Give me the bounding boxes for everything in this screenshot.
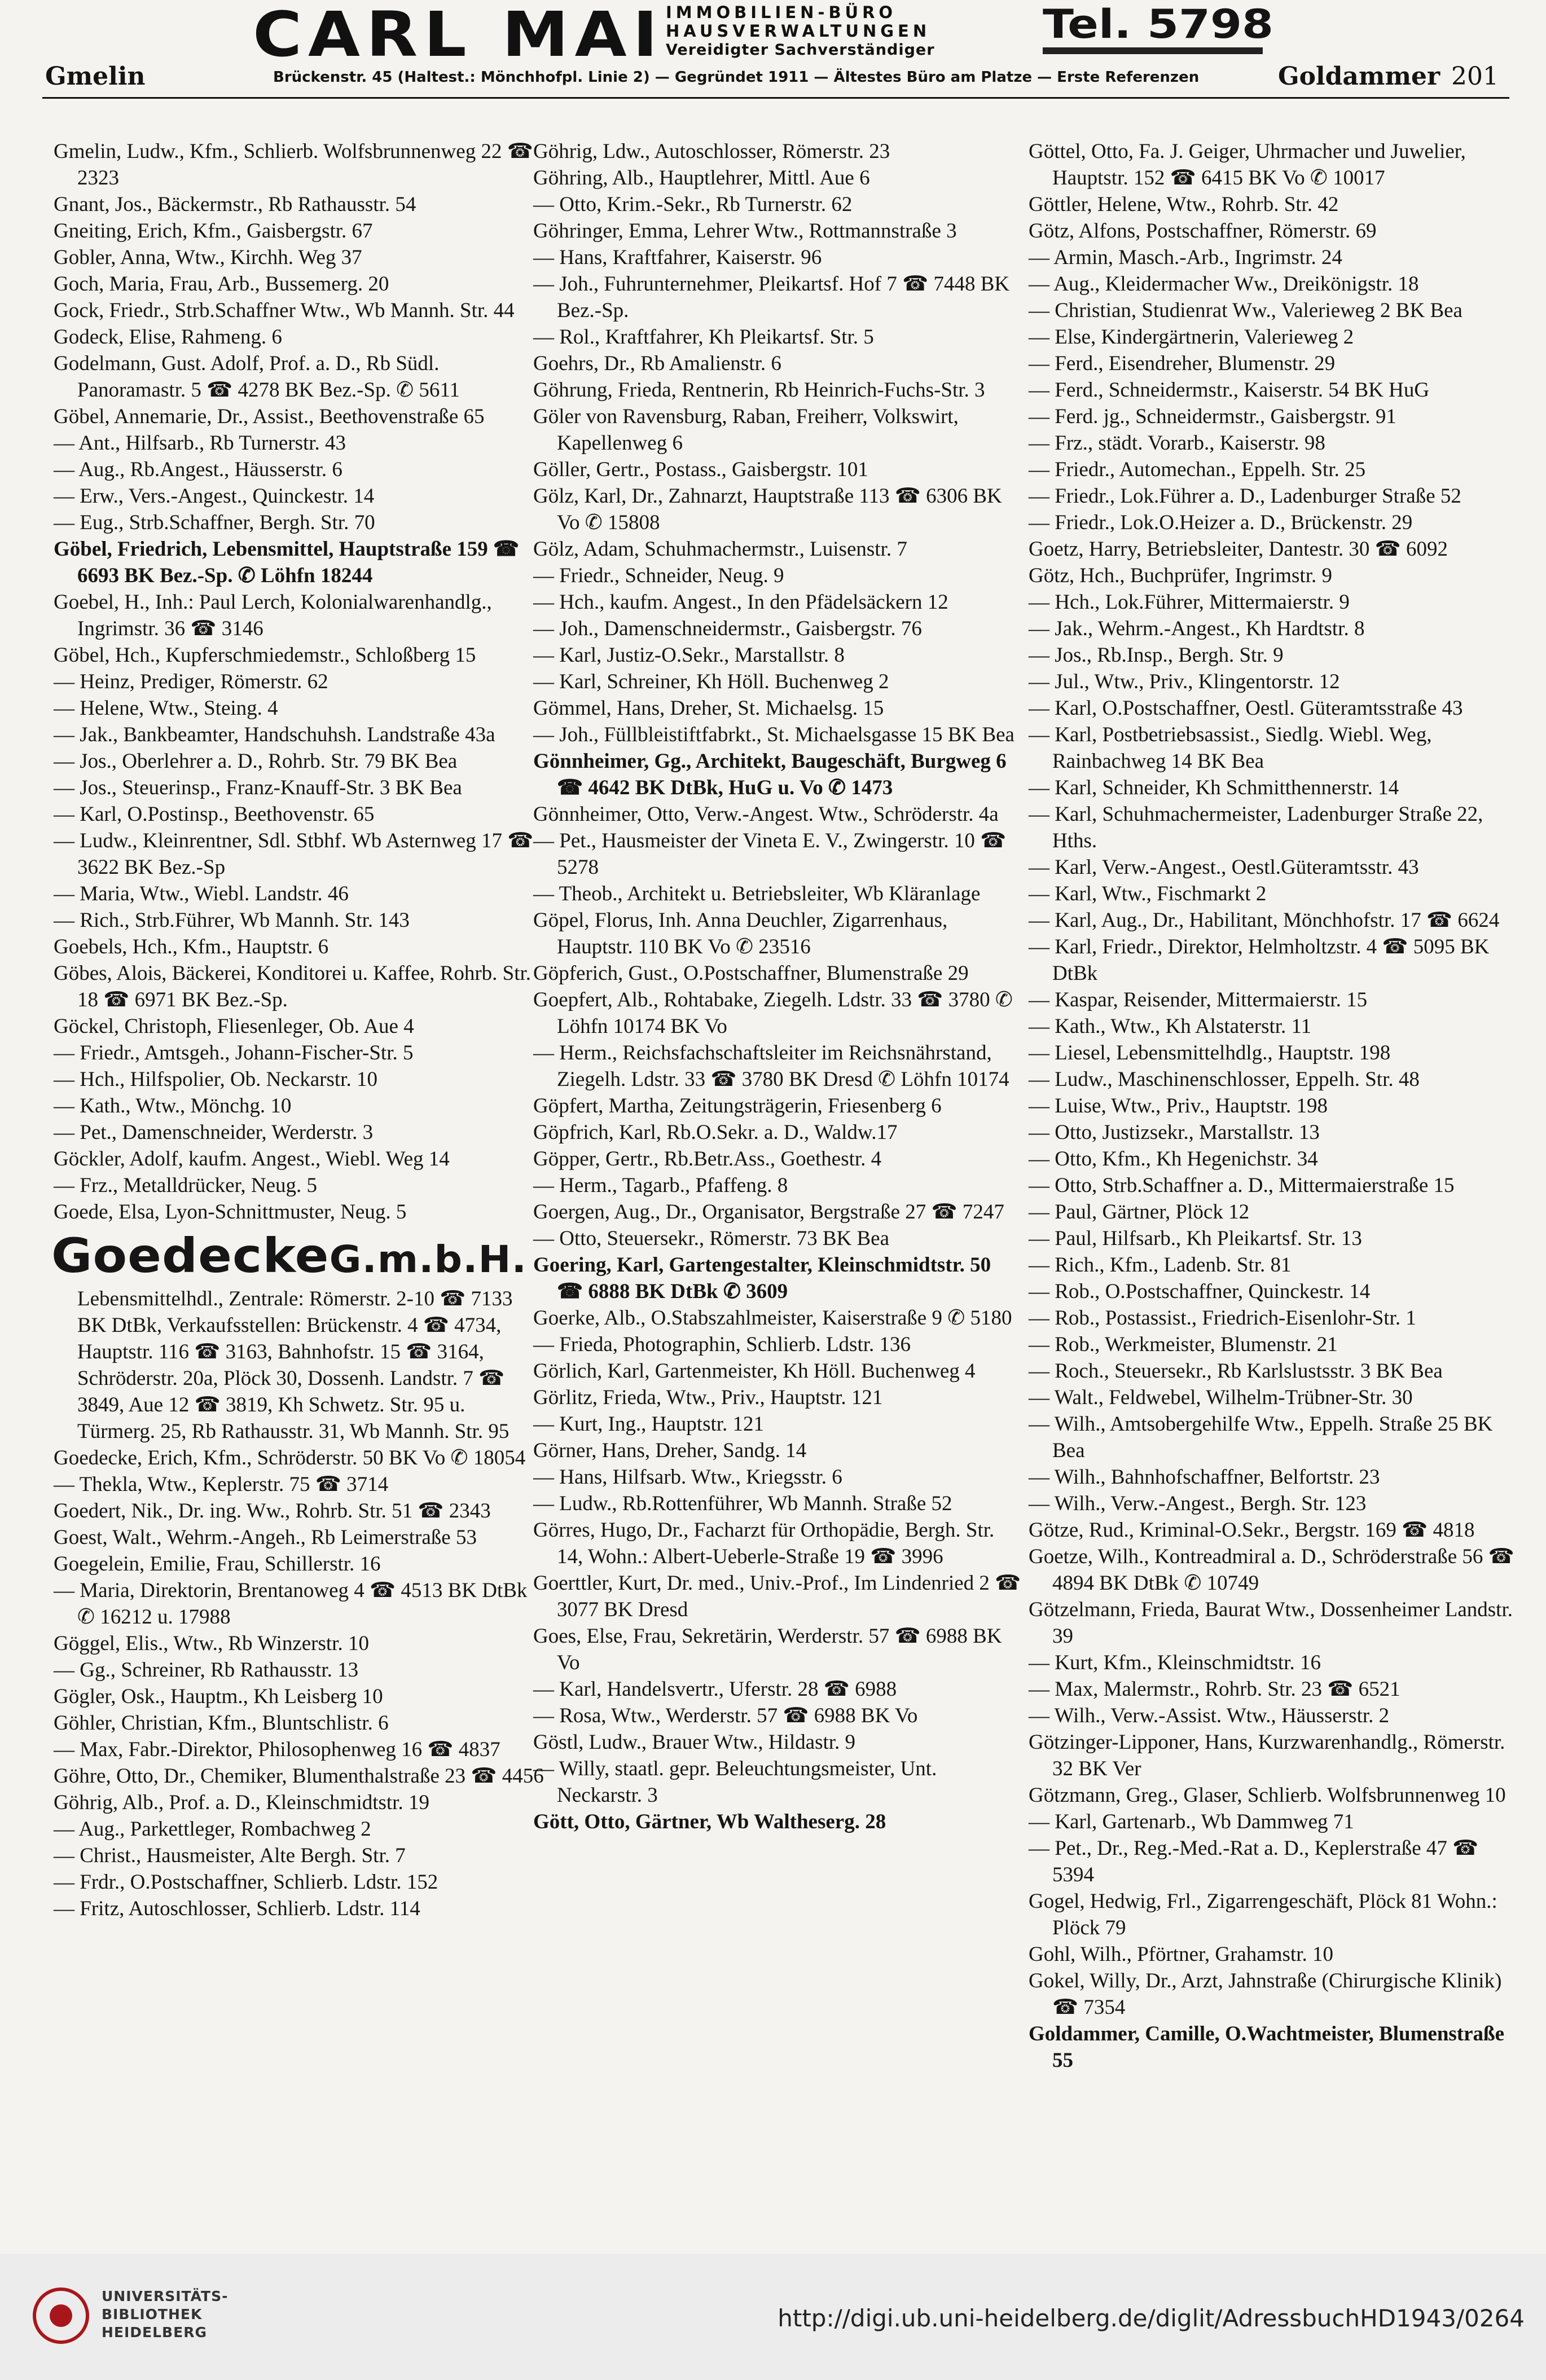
- running-head-right: Goldammer: [1278, 62, 1440, 91]
- directory-entry: Goes, Else, Frau, Sekretärin, Werderstr. 57 ☎ 6988 BK Vo: [533, 1625, 1002, 1674]
- directory-entry: Goehrs, Dr., Rb Amalienstr. 6: [533, 352, 781, 375]
- directory-entry: — Gg., Schreiner, Rb Rathausstr. 13: [54, 1658, 359, 1682]
- directory-entry: Götz, Hch., Buchprüfer, Ingrimstr. 9: [1029, 564, 1332, 587]
- directory-entry: Görres, Hugo, Dr., Facharzt für Orthopädie, Bergh. Str. 14, Wohn.: Albert-Ueberle-Straße 19 ☎ 3996: [533, 1519, 995, 1568]
- directory-entry: — Helene, Wtw., Steing. 4: [54, 697, 278, 720]
- directory-entry: Goergen, Aug., Dr., Organisator, Bergstraße 27 ☎ 7247: [533, 1200, 1004, 1224]
- directory-entry: — Rob., Postassist., Friedrich-Eisenlohr-Str. 1: [1029, 1306, 1416, 1330]
- directory-entry: — Frieda, Photographin, Schlierb. Ldstr. 136: [533, 1333, 911, 1356]
- directory-entry: Goede, Elsa, Lyon-Schnittmuster, Neug. 5: [54, 1200, 407, 1224]
- directory-entry: Göhrung, Frieda, Rentnerin, Rb Heinrich-Fuchs-Str. 3: [533, 379, 985, 402]
- directory-entry: — Karl, Schneider, Kh Schmitthennerstr. 14: [1029, 776, 1399, 799]
- ad-brand-name: CARL MAI: [253, 0, 664, 71]
- directory-entry: Gmelin, Ludw., Kfm., Schlierb. Wolfsbrunnenweg 22 ☎ 2323: [54, 140, 533, 190]
- directory-entry: — Friedr., Lok.O.Heizer a. D., Brückenstr. 29: [1029, 511, 1413, 534]
- directory-entry: Goch, Maria, Frau, Arb., Bussemerg. 20: [54, 272, 389, 296]
- directory-entry: — Maria, Direktorin, Brentanoweg 4 ☎ 4513 BK DtBk ✆ 16212 u. 17988: [54, 1579, 528, 1629]
- directory-entry: — Herm., Reichsfachschaftsleiter im Reichsnährstand, Ziegelh. Ldstr. 33 ☎ 3780 BK Dresd ✆ Löhfn 10174: [533, 1041, 1009, 1091]
- directory-entry: Goebels, Hch., Kfm., Hauptstr. 6: [54, 935, 329, 958]
- directory-column-3: [1029, 138, 1525, 2074]
- directory-entry: — Karl, Schreiner, Kh Höll. Buchenweg 2: [533, 670, 889, 693]
- directory-entry: Göpferich, Gust., O.Postschaffner, Blumenstraße 29: [533, 962, 969, 985]
- ad-phone-underline: [1043, 47, 1263, 54]
- directory-entry: Göstl, Ludw., Brauer Wtw., Hildastr. 9: [533, 1731, 856, 1754]
- directory-entry: — Kaspar, Reisender, Mittermaierstr. 15: [1029, 988, 1368, 1011]
- directory-entry: — Rich., Strb.Führer, Wb Mannh. Str. 143: [54, 909, 410, 932]
- directory-entry: — Karl, O.Postinsp., Beethovenstr. 65: [54, 803, 375, 826]
- ad-service-line: IMMOBILIEN-BÜRO: [666, 3, 897, 22]
- directory-entry: — Erw., Vers.-Angest., Quinckestr. 14: [54, 485, 375, 508]
- directory-entry: — Paul, Hilfsarb., Kh Pleikartsf. Str. 13: [1029, 1227, 1362, 1250]
- directory-entry: — Friedr., Lok.Führer a. D., Ladenburger Straße 52: [1029, 485, 1461, 508]
- ad-info-line: Brückenstr. 45 (Haltest.: Mönchhofpl. Linie 2) — Gegründet 1911 — Ältestes Büro am Platze — Erste Referenzen: [273, 69, 1200, 86]
- directory-entry: Göttler, Helene, Wtw., Rohrb. Str. 42: [1029, 193, 1339, 216]
- directory-entry: — Christ., Hausmeister, Alte Bergh. Str. 7: [54, 1844, 406, 1867]
- directory-column-2: [533, 138, 1021, 1835]
- directory-entry: — Friedr., Automechan., Eppelh. Str. 25: [1029, 458, 1366, 481]
- directory-entry: — Christian, Studienrat Ww., Valerieweg 2 BK Bea: [1029, 299, 1462, 322]
- directory-entry: Gött, Otto, Gärtner, Wb Waltheserg. 28: [533, 1810, 886, 1833]
- directory-entry: — Karl, Postbetriebsassist., Siedlg. Wiebl. Weg, Rainbachweg 14 BK Bea: [1029, 723, 1432, 773]
- directory-entry: — Aug., Rb.Angest., Häusserstr. 6: [54, 458, 342, 481]
- directory-entry: Göbel, Hch., Kupferschmiedemstr., Schloßberg 15: [54, 644, 476, 667]
- directory-entry: — Kurt, Kfm., Kleinschmidtstr. 16: [1029, 1651, 1321, 1674]
- directory-entry: — Walt., Feldwebel, Wilhelm-Trübner-Str. 30: [1029, 1386, 1413, 1409]
- directory-entry: — Karl, Gartenarb., Wb Dammweg 71: [1029, 1810, 1354, 1833]
- directory-entry: — Ludw., Rb.Rottenführer, Wb Mannh. Straße 52: [533, 1492, 952, 1515]
- directory-entry: Götzinger-Lipponer, Hans, Kurzwarenhandlg., Römerstr. 32 BK Ver: [1029, 1731, 1505, 1780]
- directory-entry: — Heinz, Prediger, Römerstr. 62: [54, 670, 328, 693]
- directory-entry: — Fritz, Autoschlosser, Schlierb. Ldstr. 114: [54, 1897, 420, 1920]
- source-url[interactable]: http://digi.ub.uni-heidelberg.de/diglit/AdressbuchHD1943/0264: [778, 2304, 1525, 2332]
- directory-entry: Goedert, Nik., Dr. ing. Ww., Rohrb. Str. 51 ☎ 2343: [54, 1499, 491, 1523]
- directory-entry: Goedecke, Erich, Kfm., Schröderstr. 50 BK Vo ✆ 18054: [54, 1446, 526, 1470]
- directory-entry: — Jos., Rb.Insp., Bergh. Str. 9: [1029, 644, 1284, 667]
- directory-entry: Gömmel, Hans, Dreher, St. Michaelsg. 15: [533, 697, 884, 720]
- directory-entry: — Rich., Kfm., Ladenb. Str. 81: [1029, 1253, 1292, 1277]
- directory-entry: — Liesel, Lebensmittelhdlg., Hauptstr. 198: [1029, 1041, 1391, 1064]
- directory-entry: — Joh., Damenschneidermstr., Gaisbergstr. 76: [533, 617, 922, 640]
- directory-entry: Godeck, Elise, Rahmeng. 6: [54, 325, 282, 349]
- directory-entry: Götze, Rud., Kriminal-O.Sekr., Bergstr. 169 ☎ 4818: [1029, 1519, 1475, 1542]
- directory-entry: Göckler, Adolf, kaufm. Angest., Wiebl. Weg 14: [54, 1147, 450, 1171]
- directory-entry: Goldammer, Camille, O.Wachtmeister, Blumenstraße 55: [1029, 2022, 1505, 2072]
- directory-entry: Goetze, Wilh., Kontreadmiral a. D., Schröderstraße 56 ☎ 4894 BK DtBk ✆ 10749: [1029, 1545, 1514, 1595]
- directory-entry: — Ferd. jg., Schneidermstr., Gaisbergstr. 91: [1029, 405, 1396, 428]
- header-rule: [42, 97, 1509, 99]
- directory-entry: — Willy, staatl. gepr. Beleuchtungsmeister, Unt. Neckarstr. 3: [533, 1757, 937, 1807]
- directory-entry: — Karl, Aug., Dr., Habilitant, Mönchhofstr. 17 ☎ 6624: [1029, 909, 1500, 932]
- directory-entry: Götzmann, Greg., Glaser, Schlierb. Wolfsbrunnenweg 10: [1029, 1784, 1506, 1807]
- directory-entry: Gnant, Jos., Bäckermstr., Rb Rathausstr. 54: [54, 193, 416, 216]
- directory-entry: Göpel, Florus, Inh. Anna Deuchler, Zigarrenhaus, Hauptstr. 110 BK Vo ✆ 23516: [533, 909, 948, 958]
- directory-entry: — Aug., Kleidermacher Ww., Dreikönigstr. 18: [1029, 272, 1419, 296]
- goedecke-logo: GoedeckeG.m.b.H.: [51, 1228, 527, 1283]
- directory-entry: — Rob., Werkmeister, Blumenstr. 21: [1029, 1333, 1338, 1356]
- directory-entry: — Friedr., Amtsgeh., Johann-Fischer-Str. 5: [54, 1041, 414, 1064]
- directory-entry: — Karl, Wtw., Fischmarkt 2: [1029, 882, 1267, 905]
- directory-entry: — Rob., O.Postschaffner, Quinckestr. 14: [1029, 1280, 1371, 1303]
- directory-entry: Gögler, Osk., Hauptm., Kh Leisberg 10: [54, 1685, 383, 1708]
- directory-entry: — Jak., Bankbeamter, Handschuhsh. Landstraße 43a: [54, 723, 495, 746]
- directory-entry: — Friedr., Schneider, Neug. 9: [533, 564, 784, 587]
- directory-entry: — Joh., Füllbleistiftfabrkt., St. Michaelsgasse 15 BK Bea: [533, 723, 1014, 746]
- directory-entry: — Wilh., Verw.-Angest., Bergh. Str. 123: [1029, 1492, 1367, 1515]
- directory-entry: Gölz, Karl, Dr., Zahnarzt, Hauptstraße 113 ☎ 6306 BK Vo ✆ 15808: [533, 485, 1002, 534]
- directory-entry: — Otto, Steuersekr., Römerstr. 73 BK Bea: [533, 1227, 889, 1250]
- ad-services: [666, 3, 935, 59]
- directory-entry: Gokel, Willy, Dr., Arzt, Jahnstraße (Chirurgische Klinik) ☎ 7354: [1029, 1969, 1502, 2019]
- directory-entry: — Pet., Damenschneider, Werderstr. 3: [54, 1121, 374, 1144]
- footer-bar: [0, 2254, 1546, 2380]
- directory-entry: — Ferd., Eisendreher, Blumenstr. 29: [1029, 352, 1336, 375]
- directory-entry: Göhring, Alb., Hauptlehrer, Mittl. Aue 6: [533, 166, 870, 190]
- directory-entry: Goegelein, Emilie, Frau, Schillerstr. 16: [54, 1552, 381, 1576]
- directory-entry: — Jul., Wtw., Priv., Klingentorstr. 12: [1029, 670, 1340, 693]
- directory-entry: — Otto, Kfm., Kh Hegenichstr. 34: [1029, 1147, 1318, 1171]
- directory-entry: — Frdr., O.Postschaffner, Schlierb. Ldstr. 152: [54, 1871, 438, 1894]
- directory-entry: Göhre, Otto, Dr., Chemiker, Blumenthalstraße 23 ☎ 4456: [54, 1765, 544, 1788]
- directory-entry: Göbel, Friedrich, Lebensmittel, Hauptstraße 159 ☎ 6693 BK Bez.-Sp. ✆ Löhfn 18244: [54, 538, 520, 587]
- directory-entry: — Rol., Kraftfahrer, Kh Pleikartsf. Str. 5: [533, 325, 874, 349]
- directory-entry: — Jak., Wehrm.-Angest., Kh Hardtstr. 8: [1029, 617, 1365, 640]
- directory-entry: — Karl, Handelsvertr., Uferstr. 28 ☎ 6988: [533, 1678, 897, 1701]
- directory-entry: Godelmann, Gust. Adolf, Prof. a. D., Rb Südl. Panoramastr. 5 ☎ 4278 BK Bez.-Sp. ✆ 5611: [54, 352, 460, 402]
- directory-entry: — Jos., Steuerinsp., Franz-Knauff-Str. 3 BK Bea: [54, 776, 462, 799]
- directory-entry: — Max, Fabr.-Direktor, Philosophenweg 16 ☎ 4837: [54, 1738, 500, 1761]
- directory-entry: Görlich, Karl, Gartenmeister, Kh Höll. Buchenweg 4: [533, 1360, 976, 1383]
- directory-entry: Goest, Walt., Wehrm.-Angeh., Rb Leimerstraße 53: [54, 1526, 477, 1549]
- directory-entry: — Paul, Gärtner, Plöck 12: [1029, 1200, 1250, 1224]
- directory-entry: Goebel, H., Inh.: Paul Lerch, Kolonialwarenhandlg., Ingrimstr. 36 ☎ 3146: [54, 591, 492, 640]
- directory-entry: — Theob., Architekt u. Betriebsleiter, Wb Kläranlage: [533, 882, 981, 905]
- directory-entry: Goepfert, Alb., Rohtabake, Ziegelh. Ldstr. 33 ☎ 3780 ✆ Löhfn 10174 BK Vo: [533, 988, 1013, 1038]
- directory-entry: — Kath., Wtw., Mönchg. 10: [54, 1094, 292, 1118]
- directory-entry: — Jos., Oberlehrer a. D., Rohrb. Str. 79 BK Bea: [54, 750, 458, 773]
- directory-entry: Göbes, Alois, Bäckerei, Konditorei u. Kaffee, Rohrb. Str. 18 ☎ 6971 BK Bez.-Sp.: [54, 962, 532, 1011]
- directory-entry: — Ludw., Kleinrentner, Sdl. Stbhf. Wb Asternweg 17 ☎ 3622 BK Bez.-Sp: [54, 829, 534, 879]
- directory-entry: — Karl, Verw.-Angest., Oestl.Güteramtsstr. 43: [1029, 856, 1419, 879]
- directory-entry: — Pet., Hausmeister der Vineta E. V., Zwingerstr. 10 ☎ 5278: [533, 829, 1007, 879]
- page-number: 201: [1451, 62, 1499, 91]
- directory-entry: — Frz., städt. Vorarb., Kaiserstr. 98: [1029, 432, 1325, 455]
- directory-entry: Goerttler, Kurt, Dr. med., Univ.-Prof., Im Lindenried 2 ☎ 3077 BK Dresd: [533, 1572, 1021, 1621]
- goedecke-details: Lebensmittelhdl., Zentrale: Römerstr. 2-10 ☎ 7133 BK DtBk, Verkaufsstellen: Brückenstr. 4 ☎ 4734, Hauptstr. 116 ☎ 3163, Bahnhofstr. 15 ☎ 3164, Schröderstr. 20a, Plöck 30, Dossenh. Landstr. 7 ☎ 3849, Aue 12 ☎ 3819, Kh Schwetz. Str. 95 u. Türmerg. 25, Rb Rathausstr. 31, Wb Mannh. Str. 95: [77, 1287, 513, 1443]
- directory-entry: — Ludw., Maschinenschlosser, Eppelh. Str. 48: [1029, 1068, 1420, 1091]
- directory-entry: — Eug., Strb.Schaffner, Bergh. Str. 70: [54, 511, 375, 534]
- directory-entry: Göpfrich, Karl, Rb.O.Sekr. a. D., Waldw.17: [533, 1121, 898, 1144]
- directory-entry: — Armin, Masch.-Arb., Ingrimstr. 24: [1029, 246, 1342, 269]
- directory-entry: — Wilh., Bahnhofschaffner, Belfortstr. 23: [1029, 1466, 1380, 1489]
- directory-entry: — Thekla, Wtw., Keplerstr. 75 ☎ 3714: [54, 1473, 389, 1496]
- directory-entry: Göpper, Gertr., Rb.Betr.Ass., Goethestr. 4: [533, 1147, 882, 1171]
- directory-entry: — Wilh., Amtsobergehilfe Wtw., Eppelh. Straße 25 BK Bea: [1029, 1413, 1493, 1462]
- ad-phone: Tel. 5798: [1043, 1, 1274, 47]
- directory-entry: — Herm., Tagarb., Pfaffeng. 8: [533, 1174, 788, 1197]
- directory-entry: — Rosa, Wtw., Werderstr. 57 ☎ 6988 BK Vo: [533, 1704, 918, 1727]
- directory-entry: Görlitz, Frieda, Wtw., Priv., Hauptstr. 121: [533, 1386, 883, 1409]
- directory-entry: — Karl, Friedr., Direktor, Helmholtzstr. 4 ☎ 5095 BK DtBk: [1029, 935, 1490, 985]
- directory-entry: Goering, Karl, Gartengestalter, Kleinschmidtstr. 50 ☎ 6888 BK DtBk ✆ 3609: [533, 1253, 991, 1303]
- directory-column-1: [51, 138, 544, 1922]
- directory-entry: — Roch., Steuersekr., Rb Karlslustsstr. 3 BK Bea: [1029, 1360, 1443, 1383]
- library-seal-icon: [33, 2287, 89, 2344]
- directory-entry: Göggel, Elis., Wtw., Rb Winzerstr. 10: [54, 1632, 369, 1655]
- directory-entry: — Otto, Krim.-Sekr., Rb Turnerstr. 62: [533, 193, 853, 216]
- directory-entry: Götz, Alfons, Postschaffner, Römerstr. 69: [1029, 219, 1377, 243]
- directory-entry: — Frz., Metalldrücker, Neug. 5: [54, 1174, 318, 1197]
- directory-entry: Götzelmann, Frieda, Baurat Wtw., Dossenheimer Landstr. 39: [1029, 1598, 1513, 1648]
- directory-entry: Göler von Ravensburg, Raban, Freiherr, Volkswirt, Kapellenweg 6: [533, 405, 959, 455]
- directory-entry: — Otto, Justizsekr., Marstallstr. 13: [1029, 1121, 1320, 1144]
- directory-entry: Göhringer, Emma, Lehrer Wtw., Rottmannstraße 3: [533, 219, 957, 243]
- directory-entry: Gönnheimer, Otto, Verw.-Angest. Wtw., Schröderstr. 4a: [533, 803, 999, 826]
- directory-entry: Gönnheimer, Gg., Architekt, Baugeschäft, Burgweg 6 ☎ 4642 BK DtBk, HuG u. Vo ✆ 1473: [533, 750, 1007, 799]
- directory-entry: Göhrig, Ldw., Autoschlosser, Römerstr. 23: [533, 140, 890, 163]
- directory-entry: — Ant., Hilfsarb., Rb Turnerstr. 43: [54, 432, 346, 455]
- directory-entry: Gock, Friedr., Strb.Schaffner Wtw., Wb Mannh. Str. 44: [54, 299, 515, 322]
- directory-entry: — Wilh., Verw.-Assist. Wtw., Häusserstr. 2: [1029, 1704, 1390, 1727]
- running-head-left: Gmelin: [45, 62, 146, 91]
- directory-entry: Göckel, Christoph, Fliesenleger, Ob. Aue 4: [54, 1015, 414, 1038]
- directory-entry: Göbel, Annemarie, Dr., Assist., Beethovenstraße 65: [54, 405, 485, 428]
- directory-entry: Gneiting, Erich, Kfm., Gaisbergstr. 67: [54, 219, 373, 243]
- directory-entry: Göhrig, Alb., Prof. a. D., Kleinschmidtstr. 19: [54, 1791, 429, 1814]
- directory-entry: Gohl, Wilh., Pförtner, Grahamstr. 10: [1029, 1943, 1333, 1966]
- directory-entry: — Luise, Wtw., Priv., Hauptstr. 198: [1029, 1094, 1328, 1118]
- directory-entry: Göller, Gertr., Postass., Gaisbergstr. 101: [533, 458, 868, 481]
- directory-entry: Goerke, Alb., O.Stabszahlmeister, Kaiserstraße 9 ✆ 5180: [533, 1306, 1012, 1330]
- directory-entry: — Else, Kindergärtnerin, Valerieweg 2: [1029, 325, 1354, 349]
- directory-entry: Göpfert, Martha, Zeitungsträgerin, Friesenberg 6: [533, 1094, 942, 1118]
- directory-entry: — Pet., Dr., Reg.-Med.-Rat a. D., Keplerstraße 47 ☎ 5394: [1029, 1837, 1479, 1886]
- directory-entry: Gogel, Hedwig, Frl., Zigarrengeschäft, Plöck 81 Wohn.: Plöck 79: [1029, 1890, 1497, 1939]
- directory-entry: — Hch., kaufm. Angest., In den Pfädelsäckern 12: [533, 591, 948, 614]
- directory-entry: — Karl, Justiz-O.Sekr., Marstallstr. 8: [533, 644, 845, 667]
- directory-entry: — Hans, Kraftfahrer, Kaiserstr. 96: [533, 246, 822, 269]
- directory-entry: — Otto, Strb.Schaffner a. D., Mittermaierstraße 15: [1029, 1174, 1455, 1197]
- directory-entry: Göhler, Christian, Kfm., Bluntschlistr. 6: [54, 1712, 389, 1735]
- directory-entry: — Aug., Parkettleger, Rombachweg 2: [54, 1818, 371, 1841]
- ad-service-line: HAUSVERWALTUNGEN: [666, 21, 931, 41]
- directory-entry: — Hch., Lok.Führer, Mittermaierstr. 9: [1029, 591, 1350, 614]
- directory-entry: — Kurt, Ing., Hauptstr. 121: [533, 1413, 765, 1436]
- directory-entry: Görner, Hans, Dreher, Sandg. 14: [533, 1439, 807, 1462]
- directory-entry: — Joh., Fuhrunternehmer, Pleikartsf. Hof 7 ☎ 7448 BK Bez.-Sp.: [533, 272, 1010, 322]
- library-name: UNIVERSITÄTS- BIBLIOTHEK HEIDELBERG: [102, 2288, 229, 2341]
- directory-entry: — Karl, Schuhmachermeister, Ladenburger Straße 22, Hths.: [1029, 803, 1483, 852]
- directory-entry: Göttel, Otto, Fa. J. Geiger, Uhrmacher und Juwelier, Hauptstr. 152 ☎ 6415 BK Vo ✆ 10017: [1029, 140, 1466, 190]
- directory-entry: — Hans, Hilfsarb. Wtw., Kriegsstr. 6: [533, 1466, 842, 1489]
- directory-entry: — Kath., Wtw., Kh Alstaterstr. 11: [1029, 1015, 1312, 1038]
- directory-entry: — Karl, O.Postschaffner, Oestl. Güteramtsstraße 43: [1029, 697, 1463, 720]
- directory-entry: Goetz, Harry, Betriebsleiter, Dantestr. 30 ☎ 6092: [1029, 538, 1448, 561]
- directory-entry: Gobler, Anna, Wtw., Kirchh. Weg 37: [54, 246, 362, 269]
- ad-service-line: Vereidigter Sachverständiger: [666, 41, 935, 59]
- directory-entry: — Maria, Wtw., Wiebl. Landstr. 46: [54, 882, 349, 905]
- directory-entry: — Ferd., Schneidermstr., Kaiserstr. 54 BK HuG: [1029, 379, 1430, 402]
- directory-entry: — Max, Malermstr., Rohrb. Str. 23 ☎ 6521: [1029, 1678, 1400, 1701]
- directory-entry: — Hch., Hilfspolier, Ob. Neckarstr. 10: [54, 1068, 377, 1091]
- directory-entry: Gölz, Adam, Schuhmachermstr., Luisenstr. 7: [533, 538, 907, 561]
